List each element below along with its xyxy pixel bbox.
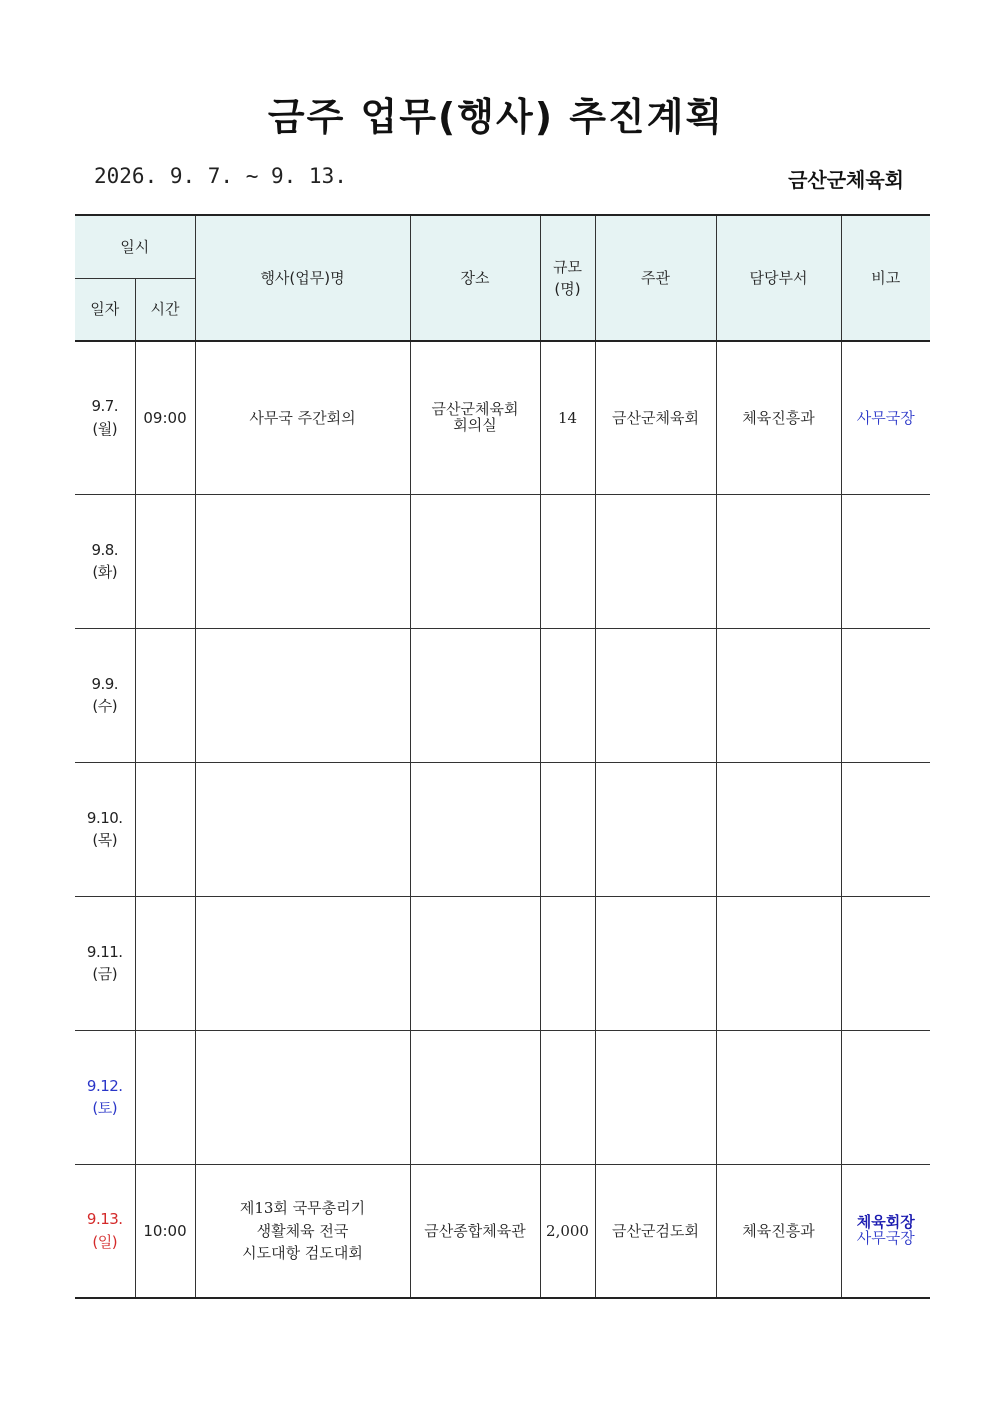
- event-cell: [195, 341, 410, 494]
- dept-cell: 체육진흥과: [716, 1164, 841, 1298]
- time-cell: [135, 494, 195, 628]
- header-place: 장소: [410, 215, 540, 341]
- date-cell: [75, 494, 135, 628]
- host-cell: [595, 628, 716, 762]
- place-cell: [410, 628, 540, 762]
- date-cell: [75, 1030, 135, 1164]
- weekday-text: (금): [92, 965, 118, 983]
- schedule-body: [75, 341, 930, 1298]
- date-cell: [75, 762, 135, 896]
- event-line: 생활체육 전국: [256, 1221, 349, 1240]
- date-cell: [75, 1164, 135, 1298]
- event-cell: [195, 1030, 410, 1164]
- note-line: 사무국장: [856, 408, 915, 427]
- date-text: 9.12.: [86, 1076, 123, 1095]
- time-cell: 10:00: [135, 1164, 195, 1298]
- place-cell: [410, 494, 540, 628]
- date-text: 9.8.: [91, 540, 119, 559]
- host-cell: 금산군체육회: [595, 341, 716, 494]
- host-cell: [595, 494, 716, 628]
- scale-cell: 2,000: [540, 1164, 595, 1298]
- table-row: [75, 1030, 930, 1164]
- weekday-text: (일): [92, 1232, 118, 1251]
- schedule-table: [75, 214, 930, 1299]
- weekday-text: (화): [92, 563, 118, 581]
- host-cell: [595, 896, 716, 1030]
- scale-cell: [540, 762, 595, 896]
- note-cell: [841, 341, 930, 494]
- table-row: [75, 341, 930, 494]
- note-line: 체육회장: [856, 1213, 915, 1231]
- organization-name: 금산군체육회: [788, 168, 904, 192]
- scale-cell: [540, 1030, 595, 1164]
- event-cell: [195, 1164, 410, 1298]
- header-event: 행사(업무)명: [195, 215, 410, 341]
- header-scale-line1: 규모: [553, 257, 582, 276]
- note-cell: [841, 896, 930, 1030]
- dept-cell: [716, 494, 841, 628]
- date-cell: [75, 896, 135, 1030]
- weekday-text: (목): [92, 831, 118, 849]
- header-scale: [540, 215, 595, 341]
- scale-cell: [540, 628, 595, 762]
- scale-cell: [540, 494, 595, 628]
- weekday-text: (토): [92, 1099, 118, 1117]
- note-cell: [841, 762, 930, 896]
- weekday-text: (수): [92, 697, 118, 715]
- note-cell: [841, 1030, 930, 1164]
- note-cell: [841, 628, 930, 762]
- date-text: 9.13.: [86, 1210, 123, 1229]
- header-host: 주관: [595, 215, 716, 341]
- date-text: 9.9.: [91, 674, 119, 693]
- event-cell: [195, 896, 410, 1030]
- time-cell: 09:00: [135, 341, 195, 494]
- time-cell: [135, 896, 195, 1030]
- header-date: 일자: [75, 278, 135, 341]
- place-cell: [410, 1164, 540, 1298]
- dept-cell: [716, 628, 841, 762]
- event-cell: [195, 762, 410, 896]
- host-cell: [595, 762, 716, 896]
- event-line: 사무국 주간회의: [249, 408, 356, 427]
- weekday-text: (월): [92, 419, 118, 438]
- host-cell: 금산군검도회: [595, 1164, 716, 1298]
- dept-cell: 체육진흥과: [716, 341, 841, 494]
- place-line: 회의실: [453, 415, 497, 434]
- table-row: [75, 494, 930, 628]
- header-time: 시간: [135, 278, 195, 341]
- table-row: [75, 896, 930, 1030]
- date-text: 9.7.: [91, 397, 119, 416]
- dept-cell: [716, 762, 841, 896]
- place-cell: [410, 896, 540, 1030]
- dept-cell: [716, 896, 841, 1030]
- place-cell: [410, 341, 540, 494]
- event-line: 제13회 국무총리기: [239, 1199, 366, 1217]
- header-scale-line2: (명): [554, 280, 581, 298]
- date-cell: [75, 628, 135, 762]
- place-line: 금산군체육회: [431, 400, 519, 418]
- date-text: 9.10.: [86, 808, 123, 827]
- event-cell: [195, 628, 410, 762]
- scale-cell: 14: [540, 341, 595, 494]
- table-row: [75, 1164, 930, 1298]
- time-cell: [135, 762, 195, 896]
- date-text: 9.11.: [86, 942, 123, 961]
- event-cell: [195, 494, 410, 628]
- time-cell: [135, 1030, 195, 1164]
- place-line: 금산종합체육관: [424, 1221, 526, 1240]
- table-row: [75, 762, 930, 896]
- period-range: 2026. 9. 7. ~ 9. 13.: [94, 164, 347, 188]
- place-cell: [410, 1030, 540, 1164]
- table-row: [75, 628, 930, 762]
- header-note: 비고: [841, 215, 930, 341]
- note-line: 사무국장: [856, 1228, 915, 1247]
- date-cell: [75, 341, 135, 494]
- dept-cell: [716, 1030, 841, 1164]
- note-cell: [841, 494, 930, 628]
- note-cell: [841, 1164, 930, 1298]
- event-line: 시도대항 검도대회: [242, 1244, 363, 1262]
- page-title: 금주 업무(행사) 추진계획: [267, 95, 725, 139]
- header-dept: 담당부서: [716, 215, 841, 341]
- time-cell: [135, 628, 195, 762]
- header-datetime: 일시: [75, 215, 195, 278]
- host-cell: [595, 1030, 716, 1164]
- place-cell: [410, 762, 540, 896]
- scale-cell: [540, 896, 595, 1030]
